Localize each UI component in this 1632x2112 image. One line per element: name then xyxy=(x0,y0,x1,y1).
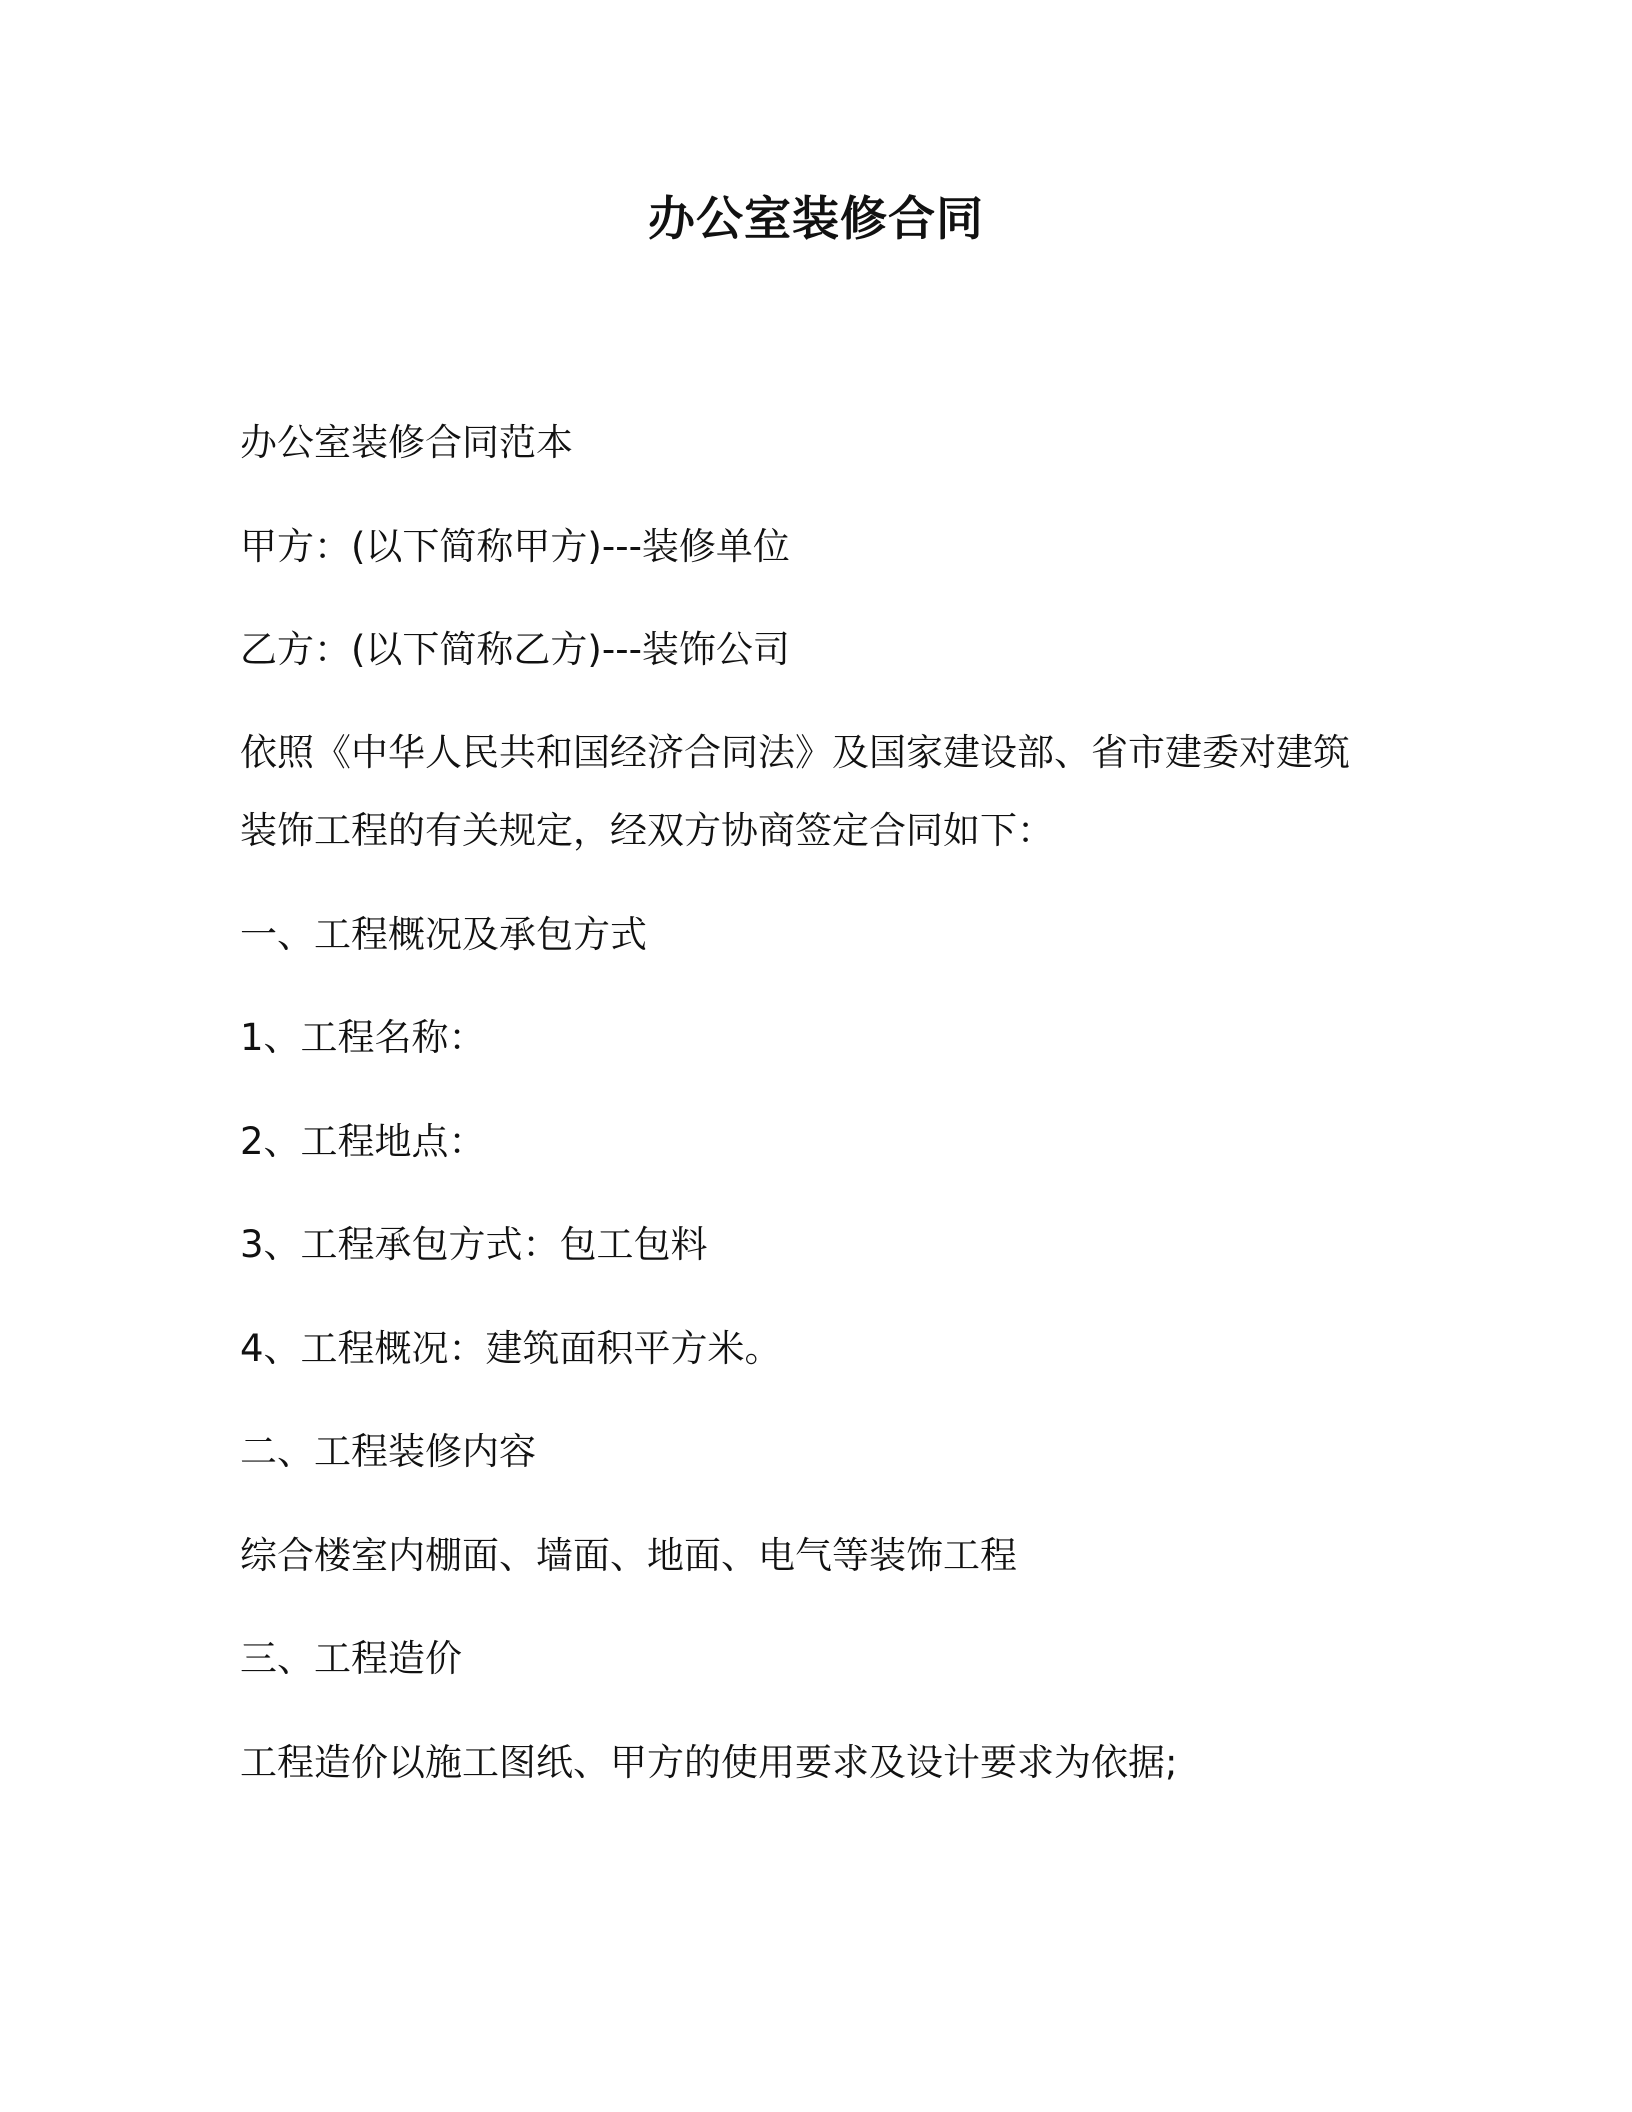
section-heading-1: 一、工程概况及承包方式 xyxy=(240,913,647,956)
item-contract-method: 3、工程承包方式：包工包料 xyxy=(240,1223,708,1266)
item-project-location: 2、工程地点： xyxy=(240,1120,486,1163)
preamble-line-1: 依照《中华人民共和国经济合同法》及国家建设部、省市建委对建筑 xyxy=(240,731,1350,774)
project-cost-line: 工程造价以施工图纸、甲方的使用要求及设计要求为依据; xyxy=(240,1741,1178,1784)
contract-subtitle: 办公室装修合同范本 xyxy=(240,421,573,464)
preamble-line-2: 装饰工程的有关规定，经双方协商签定合同如下： xyxy=(240,809,1054,852)
section-heading-2: 二、工程装修内容 xyxy=(240,1430,536,1473)
section-heading-3: 三、工程造价 xyxy=(240,1637,462,1680)
decoration-content-line: 综合楼室内棚面、墙面、地面、电气等装饰工程 xyxy=(240,1534,1017,1577)
document-title: 办公室装修合同 xyxy=(648,192,984,247)
party-a-line: 甲方：(以下简称甲方)---装修单位 xyxy=(240,525,790,568)
party-b-line: 乙方：(以下简称乙方)---装饰公司 xyxy=(240,628,790,671)
item-project-overview: 4、工程概况：建筑面积平方米。 xyxy=(240,1327,782,1370)
item-project-name: 1、工程名称： xyxy=(240,1016,486,1059)
